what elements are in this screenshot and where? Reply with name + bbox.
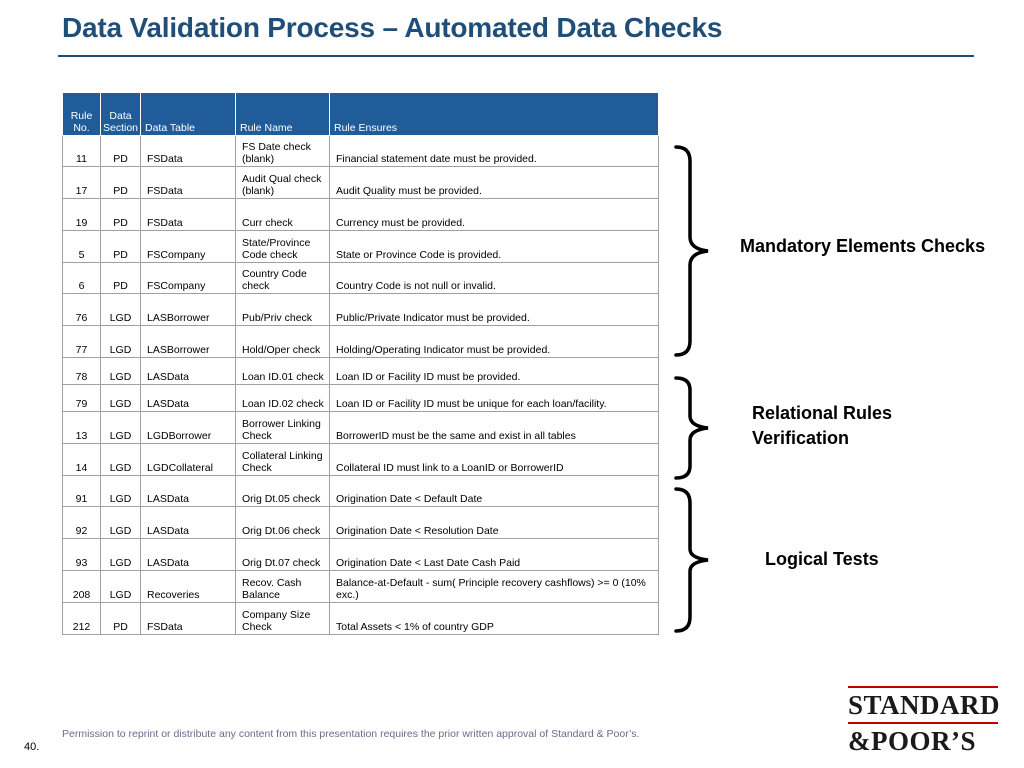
cell-rule-ensures: Audit Quality must be provided. bbox=[330, 167, 659, 199]
cell-rule-name: Loan ID.01 check bbox=[236, 358, 330, 385]
table-row bbox=[63, 294, 659, 326]
cell-rule-ensures: Collateral ID must link to a LoanID or BorrowerID bbox=[330, 443, 659, 475]
cell-rule-ensures: Currency must be provided. bbox=[330, 199, 659, 231]
table-row bbox=[63, 385, 659, 412]
cell-data-section: LGD bbox=[101, 412, 141, 444]
cell-data-section: PD bbox=[101, 135, 141, 167]
mandatory-brace-icon bbox=[674, 145, 714, 357]
table-row bbox=[63, 602, 659, 634]
relational-rules-label: Relational Rules Verification bbox=[752, 403, 893, 448]
cell-rule-no: 78 bbox=[63, 358, 101, 385]
cell-data-table: FSData bbox=[141, 199, 236, 231]
cell-rule-name: Loan ID.02 check bbox=[236, 385, 330, 412]
cell-rule-no: 208 bbox=[63, 571, 101, 603]
cell-data-section: PD bbox=[101, 602, 141, 634]
table-row bbox=[63, 571, 659, 603]
table-row bbox=[63, 262, 659, 294]
header-data-section: Data Section bbox=[101, 93, 141, 135]
cell-rule-name: Hold/Oper check bbox=[236, 326, 330, 358]
cell-data-table: FSCompany bbox=[141, 230, 236, 262]
copyright-notice: Permission to reprint or distribute any content from this presentation requires the prior written approval of Standard & Poor’s. bbox=[62, 728, 640, 740]
cell-rule-ensures: Loan ID or Facility ID must be provided. bbox=[330, 358, 659, 385]
cell-rule-name: State/Province Code check bbox=[236, 230, 330, 262]
cell-data-table: LASData bbox=[141, 507, 236, 539]
cell-data-section: LGD bbox=[101, 385, 141, 412]
logo-middle-rule bbox=[848, 722, 998, 724]
cell-rule-no: 6 bbox=[63, 262, 101, 294]
cell-data-section: LGD bbox=[101, 507, 141, 539]
cell-rule-name: FS Date check (blank) bbox=[236, 135, 330, 167]
cell-data-section: LGD bbox=[101, 539, 141, 571]
table-row bbox=[63, 412, 659, 444]
cell-rule-ensures: Origination Date < Resolution Date bbox=[330, 507, 659, 539]
cell-rule-ensures: State or Province Code is provided. bbox=[330, 230, 659, 262]
cell-rule-no: 92 bbox=[63, 507, 101, 539]
cell-data-table: FSCompany bbox=[141, 262, 236, 294]
cell-data-section: PD bbox=[101, 199, 141, 231]
cell-rule-no: 17 bbox=[63, 167, 101, 199]
cell-data-section: LGD bbox=[101, 571, 141, 603]
cell-data-table: FSData bbox=[141, 167, 236, 199]
validation-rules-table bbox=[62, 93, 659, 635]
cell-rule-name: Collateral Linking Check bbox=[236, 443, 330, 475]
table-row bbox=[63, 135, 659, 167]
header-data-table: Data Table bbox=[141, 93, 236, 135]
cell-data-table: LASBorrower bbox=[141, 294, 236, 326]
cell-rule-no: 76 bbox=[63, 294, 101, 326]
cell-rule-ensures: Loan ID or Facility ID must be unique for each loan/facility. bbox=[330, 385, 659, 412]
table-row bbox=[63, 230, 659, 262]
table-row bbox=[63, 358, 659, 385]
table-row bbox=[63, 167, 659, 199]
cell-rule-name: Audit Qual check (blank) bbox=[236, 167, 330, 199]
logo-top-rule bbox=[848, 686, 998, 688]
table-row bbox=[63, 507, 659, 539]
table-row bbox=[63, 326, 659, 358]
cell-data-table: Recoveries bbox=[141, 571, 236, 603]
cell-rule-ensures: Balance-at-Default - sum( Principle recovery cashflows) >= 0 (10% exc.) bbox=[330, 571, 659, 603]
cell-data-table: LASBorrower bbox=[141, 326, 236, 358]
cell-data-table: LASData bbox=[141, 358, 236, 385]
cell-rule-name: Orig Dt.06 check bbox=[236, 507, 330, 539]
cell-rule-no: 79 bbox=[63, 385, 101, 412]
logical-brace-icon bbox=[674, 487, 714, 633]
header-rule-no: Rule No. bbox=[63, 93, 101, 135]
cell-rule-ensures: Origination Date < Default Date bbox=[330, 475, 659, 507]
cell-rule-name: Borrower Linking Check bbox=[236, 412, 330, 444]
relational-brace-icon bbox=[674, 376, 714, 480]
page-number: 40. bbox=[24, 741, 40, 753]
cell-rule-ensures: BorrowerID must be the same and exist in all tables bbox=[330, 412, 659, 444]
table-header-row bbox=[63, 93, 659, 135]
cell-data-table: LASData bbox=[141, 539, 236, 571]
mandatory-checks-label: Mandatory Elements Checks bbox=[740, 236, 986, 256]
cell-data-table: LASData bbox=[141, 475, 236, 507]
cell-rule-ensures: Public/Private Indicator must be provided. bbox=[330, 294, 659, 326]
cell-rule-no: 11 bbox=[63, 135, 101, 167]
cell-data-section: LGD bbox=[101, 294, 141, 326]
cell-data-section: PD bbox=[101, 167, 141, 199]
cell-data-table: LGDCollateral bbox=[141, 443, 236, 475]
cell-rule-name: Country Code check bbox=[236, 262, 330, 294]
cell-data-section: PD bbox=[101, 230, 141, 262]
cell-data-table: LASData bbox=[141, 385, 236, 412]
cell-rule-no: 77 bbox=[63, 326, 101, 358]
standard-and-poors-logo bbox=[848, 684, 1002, 754]
table-row bbox=[63, 539, 659, 571]
cell-rule-name: Pub/Priv check bbox=[236, 294, 330, 326]
cell-data-table: FSData bbox=[141, 135, 236, 167]
page-title: Data Validation Process – Automated Data Checks bbox=[62, 12, 723, 43]
table-row bbox=[63, 443, 659, 475]
cell-data-table: LGDBorrower bbox=[141, 412, 236, 444]
cell-data-section: PD bbox=[101, 262, 141, 294]
cell-rule-no: 19 bbox=[63, 199, 101, 231]
cell-rule-ensures: Financial statement date must be provided. bbox=[330, 135, 659, 167]
logo-line-2: &POOR’S bbox=[848, 726, 976, 756]
logical-tests-label: Logical Tests bbox=[765, 549, 879, 569]
cell-rule-name: Curr check bbox=[236, 199, 330, 231]
cell-rule-name: Orig Dt.05 check bbox=[236, 475, 330, 507]
table-row bbox=[63, 475, 659, 507]
cell-data-table: FSData bbox=[141, 602, 236, 634]
logo-line-1: STANDARD bbox=[848, 690, 1001, 720]
cell-data-section: LGD bbox=[101, 475, 141, 507]
cell-rule-ensures: Origination Date < Last Date Cash Paid bbox=[330, 539, 659, 571]
header-rule-name: Rule Name bbox=[236, 93, 330, 135]
cell-rule-no: 13 bbox=[63, 412, 101, 444]
cell-data-section: LGD bbox=[101, 358, 141, 385]
cell-data-section: LGD bbox=[101, 443, 141, 475]
cell-rule-no: 212 bbox=[63, 602, 101, 634]
cell-rule-name: Orig Dt.07 check bbox=[236, 539, 330, 571]
cell-rule-no: 5 bbox=[63, 230, 101, 262]
cell-rule-no: 91 bbox=[63, 475, 101, 507]
table-row bbox=[63, 199, 659, 231]
cell-rule-ensures: Country Code is not null or invalid. bbox=[330, 262, 659, 294]
cell-rule-ensures: Holding/Operating Indicator must be provided. bbox=[330, 326, 659, 358]
header-rule-ensures: Rule Ensures bbox=[330, 93, 659, 135]
cell-rule-no: 14 bbox=[63, 443, 101, 475]
title-divider bbox=[58, 55, 974, 57]
cell-rule-ensures: Total Assets < 1% of country GDP bbox=[330, 602, 659, 634]
cell-rule-no: 93 bbox=[63, 539, 101, 571]
cell-data-section: LGD bbox=[101, 326, 141, 358]
table-body bbox=[63, 135, 659, 634]
cell-rule-name: Company Size Check bbox=[236, 602, 330, 634]
cell-rule-name: Recov. Cash Balance bbox=[236, 571, 330, 603]
